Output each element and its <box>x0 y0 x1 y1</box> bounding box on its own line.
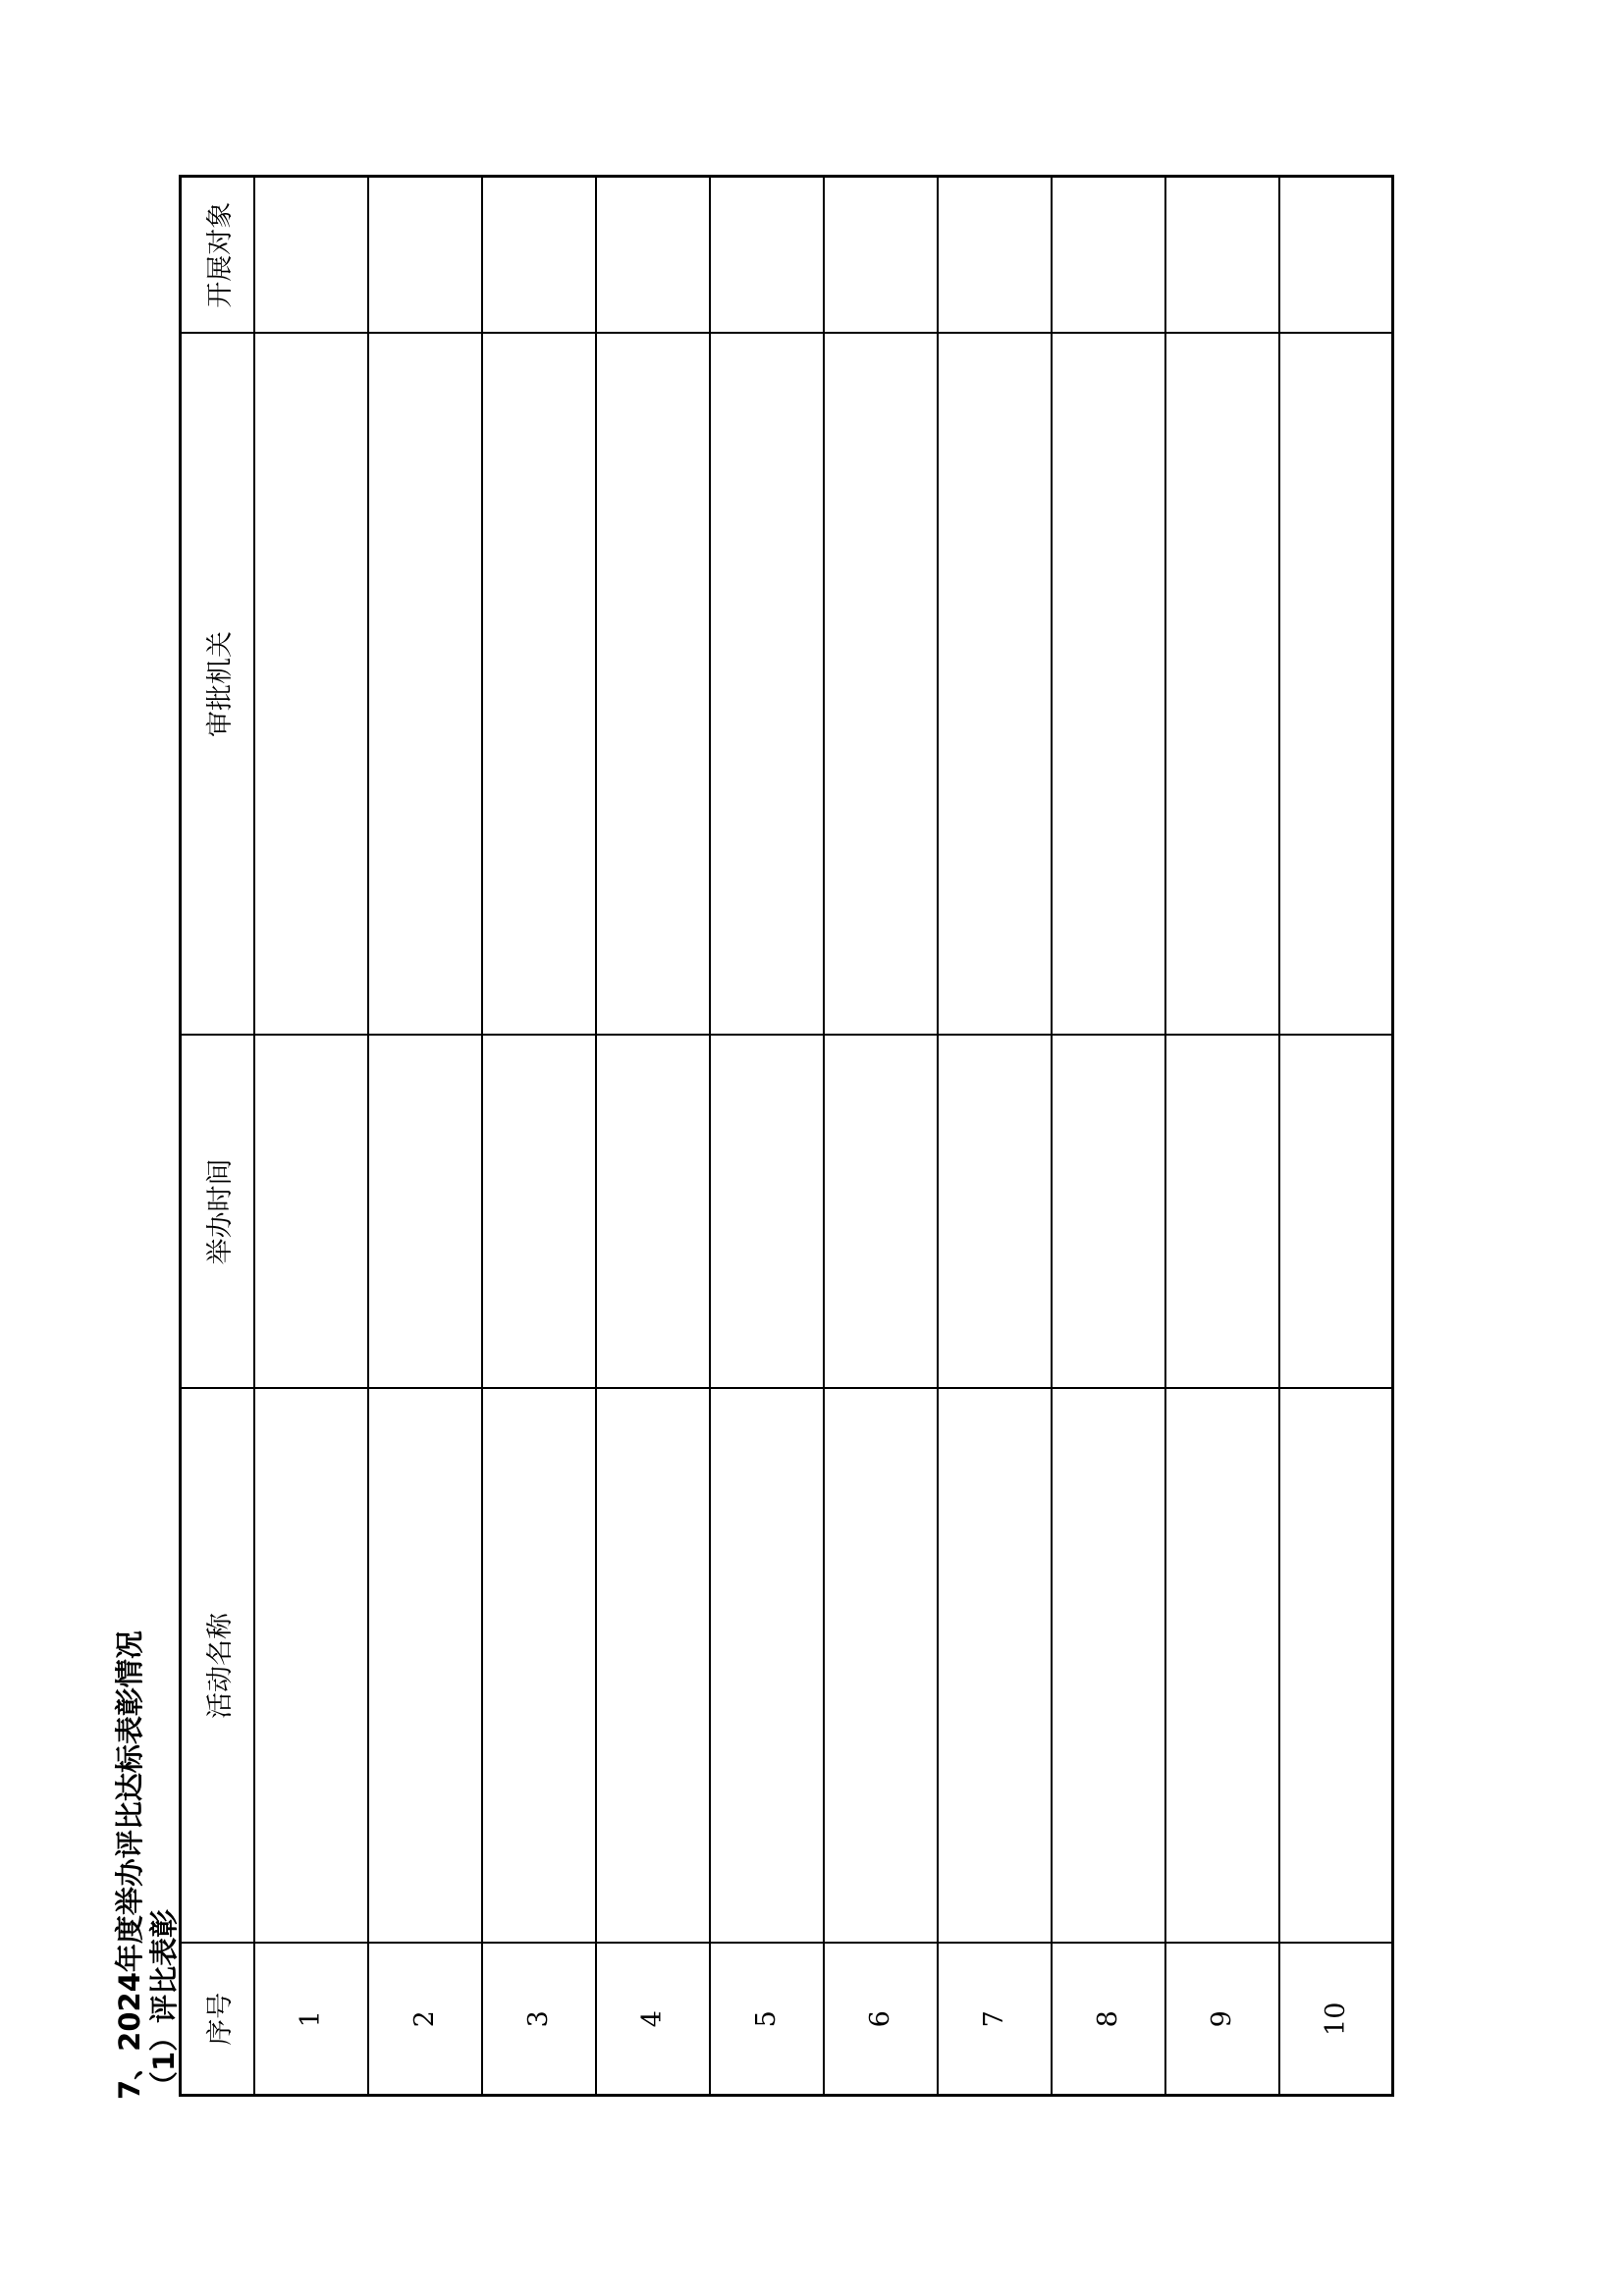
activity-name-cell <box>938 1389 1052 1944</box>
activity-name-cell <box>1279 1389 1393 1944</box>
activity-name-cell <box>1052 1389 1165 1944</box>
activity-name-cell <box>1165 1389 1279 1944</box>
table-row <box>938 177 1052 2096</box>
held-time-cell <box>824 1036 938 1389</box>
activity-name-cell <box>254 1389 368 1944</box>
approval-authority-cell <box>710 334 824 1036</box>
row-number: 6 <box>824 1944 938 2096</box>
table-row <box>254 177 368 2096</box>
approval-authority-cell <box>1279 334 1393 1036</box>
held-time-cell <box>482 1036 596 1389</box>
approval-authority-cell <box>254 334 368 1036</box>
row-number: 9 <box>1165 1944 1279 2096</box>
row-number: 2 <box>368 1944 482 2096</box>
table-row <box>1279 177 1393 2096</box>
row-number: 7 <box>938 1944 1052 2096</box>
column-header-held-time: 举办时间 <box>181 1036 254 1389</box>
approval-authority-cell <box>1165 334 1279 1036</box>
activity-name-cell <box>596 1389 710 1944</box>
target-group-cell <box>938 177 1052 334</box>
table-row <box>824 177 938 2096</box>
row-number: 1 <box>254 1944 368 2096</box>
target-group-cell <box>1052 177 1165 334</box>
table-row <box>710 177 824 2096</box>
table-row <box>482 177 596 2096</box>
row-number: 4 <box>596 1944 710 2096</box>
approval-authority-cell <box>482 334 596 1036</box>
held-time-cell <box>596 1036 710 1389</box>
approval-authority-cell <box>596 334 710 1036</box>
column-header-approval-authority: 审批机关 <box>181 334 254 1036</box>
activity-name-cell <box>482 1389 596 1944</box>
row-number: 3 <box>482 1944 596 2096</box>
table-row <box>368 177 482 2096</box>
column-header-activity-name: 活动名称 <box>181 1389 254 1944</box>
row-number: 10 <box>1279 1944 1393 2096</box>
column-header-serial: 序号 <box>181 1944 254 2096</box>
row-number: 8 <box>1052 1944 1165 2096</box>
section-title: 7、2024年度举办评比达标表彰情况 <box>113 1630 146 2100</box>
target-group-cell <box>368 177 482 334</box>
table-header-row <box>181 177 254 2096</box>
row-number: 5 <box>710 1944 824 2096</box>
target-group-cell <box>254 177 368 334</box>
approval-authority-cell <box>368 334 482 1036</box>
approval-authority-cell <box>938 334 1052 1036</box>
held-time-cell <box>938 1036 1052 1389</box>
activity-name-cell <box>824 1389 938 1944</box>
table-row <box>1052 177 1165 2096</box>
activity-name-cell <box>368 1389 482 1944</box>
target-group-cell <box>824 177 938 334</box>
column-header-target-group: 开展对象 <box>181 177 254 334</box>
held-time-cell <box>1279 1036 1393 1389</box>
held-time-cell <box>1052 1036 1165 1389</box>
held-time-cell <box>710 1036 824 1389</box>
held-time-cell <box>1165 1036 1279 1389</box>
target-group-cell <box>596 177 710 334</box>
held-time-cell <box>368 1036 482 1389</box>
table-row <box>596 177 710 2096</box>
approval-authority-cell <box>824 334 938 1036</box>
target-group-cell <box>1279 177 1393 334</box>
held-time-cell <box>254 1036 368 1389</box>
table-row <box>1165 177 1279 2096</box>
approval-authority-cell <box>1052 334 1165 1036</box>
activity-name-cell <box>710 1389 824 1944</box>
section-subtitle: （1）评比表彰 <box>147 1908 181 2100</box>
target-group-cell <box>482 177 596 334</box>
target-group-cell <box>1165 177 1279 334</box>
target-group-cell <box>710 177 824 334</box>
awards-table <box>179 175 1394 2097</box>
